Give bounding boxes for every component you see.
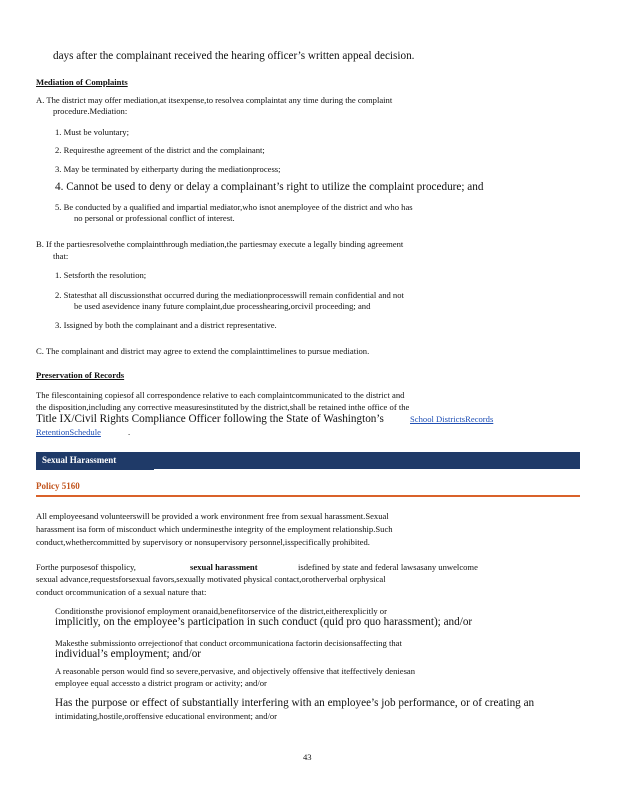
records-schedule-link[interactable]: School DistrictsRecords: [410, 414, 494, 424]
text-line: conduct orcommunication of a sexual nature that:: [36, 587, 207, 597]
text-line: implicitly, on the employee’s participation in such conduct (quid pro quo harassment); and/or: [55, 616, 473, 628]
page-number: 43: [303, 752, 312, 762]
text-line: procedure.Mediation:: [53, 106, 128, 116]
list-item: 4. Cannot be used to deny or delay a complainant’s right to utilize the complaint procedure; and: [55, 181, 484, 193]
section-banner: [36, 452, 580, 469]
retention-schedule-link[interactable]: RetentionSchedule: [36, 427, 101, 437]
text-line: Title IX/Civil Rights Compliance Officer following the State of Washington’s: [36, 413, 384, 425]
text-line: individual’s employment; and/or: [55, 648, 202, 660]
section-heading-preservation: Preservation of Records: [36, 370, 125, 380]
text-line: .: [128, 427, 131, 437]
text-line-bold: sexual harassment: [190, 562, 258, 572]
bullet-item: Conditionsthe provisionof employment oranaid,benefitorservice of the district,eitherexplicitly or: [55, 606, 387, 616]
text-line: C. The complainant and district may agree to extend the complainttimelines to pursue mediation.: [36, 346, 370, 356]
text-line: conduct,whethercommitted by supervisory or nonsupervisory personnel,isspecifically prohibited.: [36, 537, 370, 547]
text-line: A. The district may offer mediation,at itsexpense,to resolvea complaintat any time during the complaint: [36, 95, 393, 105]
list-item: 2. Statesthat all discussionsthat occurred during the mediationprocesswill remain confidential and not: [55, 290, 404, 300]
text-line: no personal or professional conflict of interest.: [74, 213, 235, 223]
policy-number: Policy 5160: [36, 481, 80, 491]
list-item: 1. Must be voluntary;: [55, 127, 129, 137]
text-line: All employeesand volunteerswill be provided a work environment free from sexual harassment.Sexual: [36, 511, 389, 521]
section-banner-title: Sexual Harassment: [42, 455, 117, 465]
list-item: 2. Requiresthe agreement of the district and the complainant;: [55, 145, 265, 155]
text-line: B. If the partiesresolvethe complaintthrough mediation,the partiesmay execute a legally binding agreement: [36, 239, 404, 249]
bullet-item: Makesthe submissionto orrejectionof that conduct orcommunicationa factorin decisionsaffecting that: [55, 638, 402, 648]
list-item: 3. May be terminated by eitherparty during the mediationprocess;: [55, 164, 281, 174]
orange-divider: [36, 495, 580, 497]
text-line: isdefined by state and federal lawsasany unwelcome: [298, 562, 478, 572]
text-line: the disposition,including any corrective measuresinstituted by the district,shall be retained inthe office of the: [36, 402, 410, 412]
bullet-item: Has the purpose or effect of substantially interfering with an employee’s job performance, or of creating an: [55, 697, 535, 709]
section-heading-mediation: Mediation of Complaints: [36, 77, 128, 87]
text-line: Forthe purposesof thispolicy,: [36, 562, 136, 572]
text-line: harassment isa form of misconduct which underminesthe integrity of the employment relationship.Such: [36, 524, 393, 534]
text-line: that:: [53, 251, 69, 261]
list-item: 3. Issigned by both the complainant and a district representative.: [55, 320, 277, 330]
text-line: sexual advance,requestsforsexual favors,sexually motivated physical contact,orotherverbal orphysical: [36, 574, 386, 584]
text-line: employee equal accessto a district program or activity; and/or: [55, 678, 267, 688]
text-line: be used asevidence inany future complaint,due processhearing,orcivil proceeding; and: [74, 301, 371, 311]
bullet-item: A reasonable person would find so severe,pervasive, and objectively offensive that iteffectively deniesan: [55, 666, 416, 676]
list-item: 5. Be conducted by a qualified and impartial mediator,who isnot anemployee of the district and who has: [55, 202, 413, 212]
text-line: intimidating,hostile,oroffensive educational environment; and/or: [55, 711, 278, 721]
text-line: The filescontaining copiesof all correspondence relative to each complaintcommunicated to the district and: [36, 390, 405, 400]
list-item: 1. Setsforth the resolution;: [55, 270, 147, 280]
text-line: days after the complainant received the hearing officer’s written appeal decision.: [53, 50, 415, 62]
banner-underline: [36, 468, 154, 470]
